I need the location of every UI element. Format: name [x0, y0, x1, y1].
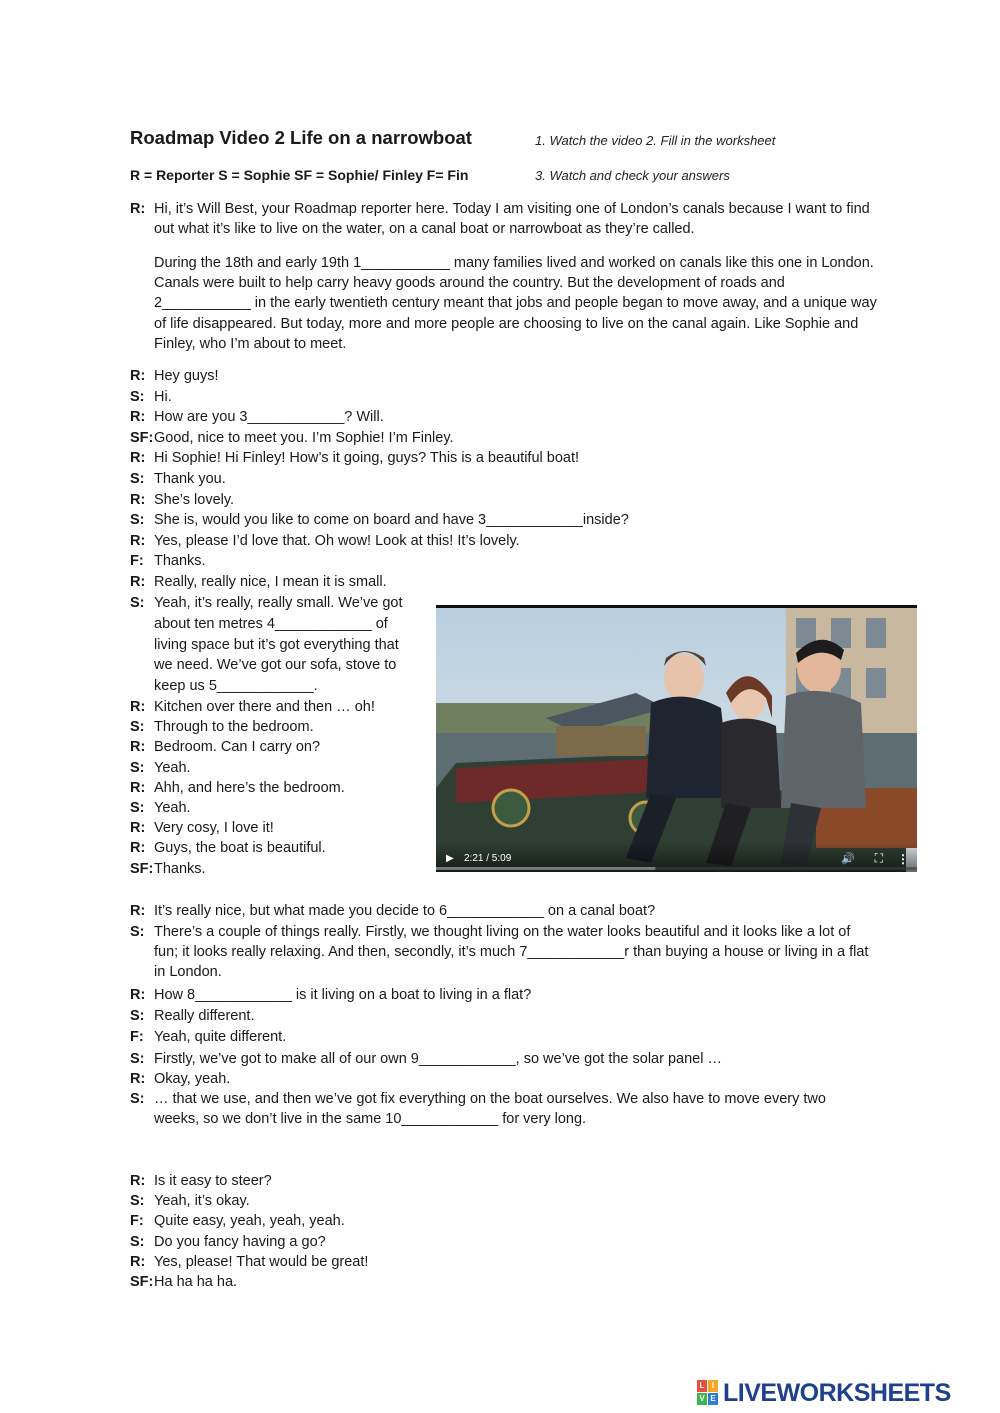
dialogue-text: Yes, please! That would be great!	[154, 1253, 369, 1270]
speaker-label: R:	[130, 903, 146, 919]
dialogue-line	[130, 531, 880, 551]
dialogue-line	[130, 1211, 880, 1231]
speaker-label: F:	[130, 1029, 144, 1045]
dialogue-line	[130, 1027, 880, 1047]
dialogue-line	[130, 697, 430, 717]
dialogue-text: Really, really nice, I mean it is small.	[154, 574, 387, 590]
dialogue-text: Quite easy, yeah, yeah, yeah.	[154, 1213, 345, 1230]
speaker-label: R:	[130, 368, 146, 384]
speaker-label: S:	[130, 1233, 145, 1250]
dialogue-text: Is it easy to steer?	[154, 1173, 272, 1189]
dialogue-line	[130, 551, 880, 571]
video-player[interactable]	[436, 605, 917, 872]
speaker-label: S:	[130, 595, 145, 611]
speaker-label: R:	[130, 739, 146, 756]
speaker-label: S:	[130, 1008, 145, 1024]
instructions-line-1: 1. Watch the video 2. Fill in the worksheet	[535, 133, 776, 148]
dialogue-text: How 8____________ is it living on a boat to living in a flat?	[154, 987, 532, 1003]
dialogue-text: Thanks.	[154, 860, 206, 877]
dialogue-line	[130, 1191, 880, 1211]
speaker-label: SF:	[130, 860, 154, 877]
dialogue-line	[130, 1171, 880, 1191]
dialogue-line	[130, 838, 430, 858]
speaker-label: S:	[130, 1091, 145, 1107]
more-icon[interactable]: ⋮	[897, 852, 909, 866]
dialogue-line	[130, 510, 880, 530]
dialogue-text: She’s lovely.	[154, 491, 235, 508]
dialogue-line	[130, 407, 880, 427]
dialogue-text: How are you 3____________? Will.	[154, 409, 384, 426]
speaker-legend: R = Reporter S = Sophie SF = Sophie/ Finley F= Fin	[130, 167, 469, 183]
speaker-label: SF:	[130, 1274, 154, 1290]
speaker-label: R:	[130, 779, 146, 796]
dialogue-text: There’s a couple of things really. Firstly, we thought living on the water looks beautiful and it looks like a lot of fun; it looks really relaxing. And then, secondly, it’s much 7____________r than buying a house or living in a flat in London.	[154, 924, 869, 980]
speaker-label: S:	[130, 924, 145, 940]
dialogue-text: Firstly, we’ve got to make all of our own 9____________, so we’ve got the solar panel …	[154, 1051, 722, 1067]
dialogue-line	[130, 1006, 880, 1026]
speaker-label: S:	[130, 388, 145, 405]
dialogue-line	[130, 818, 430, 838]
dialogue-text: keep us 5____________.	[154, 678, 318, 694]
dialogue-text: She is, would you like to come on board and have 3____________inside?	[154, 512, 629, 529]
speaker-label: R:	[130, 409, 146, 426]
volume-icon[interactable]: 🔊	[841, 853, 855, 865]
dialogue-line	[130, 448, 880, 468]
liveworksheets-logo	[697, 1378, 951, 1408]
dialogue-line	[130, 1089, 880, 1129]
speaker-label: S:	[130, 512, 145, 529]
logo-text: LIVEWORKSHEETS	[723, 1378, 951, 1407]
dialogue-text: Do you fancy having a go?	[154, 1233, 326, 1250]
dialogue-text: Good, nice to meet you. I’m Sophie! I’m Finley.	[154, 429, 454, 446]
speaker-label: F:	[130, 553, 144, 570]
speaker-label: R:	[130, 1173, 146, 1189]
dialogue-text: It’s really nice, but what made you decide to 6____________ on a canal boat?	[154, 903, 656, 919]
speaker-label: R:	[130, 450, 146, 467]
dialogue-line	[130, 490, 880, 510]
speaker-label: R:	[130, 1071, 146, 1087]
dialogue-text: Hi.	[154, 388, 172, 405]
dialogue-line	[130, 1069, 880, 1089]
instructions-line-2: 3. Watch and check your answers	[535, 168, 730, 183]
fullscreen-icon[interactable]: ⛶	[874, 851, 883, 865]
dialogue-text: Yeah, it’s okay.	[154, 1193, 250, 1210]
dialogue-line	[130, 737, 430, 757]
speaker-label: R:	[130, 840, 146, 857]
dialogue-text: Yeah, it’s really, really small. We’ve got	[154, 595, 403, 611]
dialogue-text: Yeah.	[154, 800, 191, 816]
dialogue-text: Really different.	[154, 1008, 255, 1024]
dialogue-line	[130, 778, 430, 798]
dialogue-text: Bedroom. Can I carry on?	[154, 739, 321, 756]
dialogue-line	[130, 1252, 880, 1272]
speaker-label: F:	[130, 1213, 144, 1230]
speaker-label: S:	[130, 1193, 145, 1210]
speaker-label: R:	[130, 201, 146, 217]
speaker-label: R:	[130, 699, 146, 715]
speaker-label: R:	[130, 1253, 146, 1270]
intro-paragraph: During the 18th and early 19th 1___________ many families lived and worked on canals like this one in London. Canals were built to help carry heavy goods around the country. But the development of roads and 2___________ in the early twentieth century meant that jobs and people began to move away, and a unique way of life disappeared. But today, more and more people are choosing to live on the canal again. Like Sophie and Finley, who I’m about to meet.	[154, 255, 877, 352]
dialogue-line	[130, 593, 430, 613]
dialogue-line	[130, 758, 430, 778]
dialogue-line	[130, 985, 880, 1005]
dialogue-line	[130, 901, 880, 921]
worksheet-title: Roadmap Video 2 Life on a narrowboat	[130, 127, 472, 148]
dialogue-text: about ten metres 4____________ of	[154, 616, 388, 632]
speaker-label: R:	[130, 532, 146, 549]
dialogue-line	[130, 428, 880, 448]
dialogue-line	[130, 922, 880, 982]
dialogue-line	[130, 798, 430, 818]
dialogue-text: Thank you.	[154, 471, 226, 487]
dialogue-text: Yeah.	[154, 759, 191, 776]
dialogue-text: Hey guys!	[154, 368, 219, 384]
video-controls	[436, 842, 917, 872]
dialogue-line	[130, 387, 880, 407]
dialogue-line	[130, 859, 430, 879]
logo-mark-icon: L I V E	[697, 1380, 719, 1406]
dialogue-text: … that we use, and then we’ve got fix everything on the boat ourselves. We also have to move every two weeks, so we don’t live in the same 10____________ for very long.	[154, 1091, 826, 1127]
dialogue-text: Yeah, quite different.	[154, 1029, 287, 1045]
play-icon[interactable]: ▶	[446, 853, 454, 864]
dialogue-line	[130, 572, 880, 592]
dialogue-text: we need. We’ve got our sofa, stove to	[154, 657, 397, 673]
dialogue-line	[130, 717, 430, 737]
speaker-label: R:	[130, 820, 146, 837]
dialogue-text: Yes, please I’d love that. Oh wow! Look at this! It’s lovely.	[154, 532, 520, 549]
dialogue-line	[130, 366, 880, 386]
intro-line	[130, 199, 880, 239]
dialogue-line	[130, 469, 880, 489]
speaker-label: S:	[130, 1051, 145, 1067]
speaker-label: S:	[130, 759, 145, 776]
speaker-label: S:	[130, 800, 145, 816]
video-time: 2:21 / 5:09	[464, 853, 512, 864]
dialogue-text: Ahh, and here’s the bedroom.	[154, 779, 345, 796]
intro-text: Hi, it’s Will Best, your Roadmap reporter here. Today I am visiting one of London’s canals because I want to find out what it’s like to live on the water, on a canal boat or narrowboat as they’re called.	[154, 201, 870, 237]
speaker-label: SF:	[130, 429, 154, 446]
dialogue-text: living space but it’s got everything that	[154, 637, 399, 653]
dialogue-text: Through to the bedroom.	[154, 719, 314, 736]
dialogue-text: Kitchen over there and then … oh!	[154, 699, 375, 715]
speaker-label: S:	[130, 719, 145, 736]
dialogue-text: Hi Sophie! Hi Finley! How’s it going, guys? This is a beautiful boat!	[154, 450, 580, 467]
video-frame	[436, 608, 917, 872]
dialogue-text: Very cosy, I love it!	[154, 820, 274, 837]
dialogue-text: Thanks.	[154, 553, 206, 570]
dialogue-text: Guys, the boat is beautiful.	[154, 840, 326, 857]
speaker-label: S:	[130, 471, 145, 487]
dialogue-line	[130, 1049, 880, 1069]
speaker-label: R:	[130, 987, 146, 1003]
speaker-label: R:	[130, 491, 146, 508]
speaker-label: R:	[130, 574, 146, 590]
dialogue-text: Okay, yeah.	[154, 1071, 231, 1087]
dialogue-text: Ha ha ha ha.	[154, 1274, 238, 1290]
dialogue-line	[130, 1232, 880, 1252]
dialogue-line	[130, 1272, 880, 1292]
